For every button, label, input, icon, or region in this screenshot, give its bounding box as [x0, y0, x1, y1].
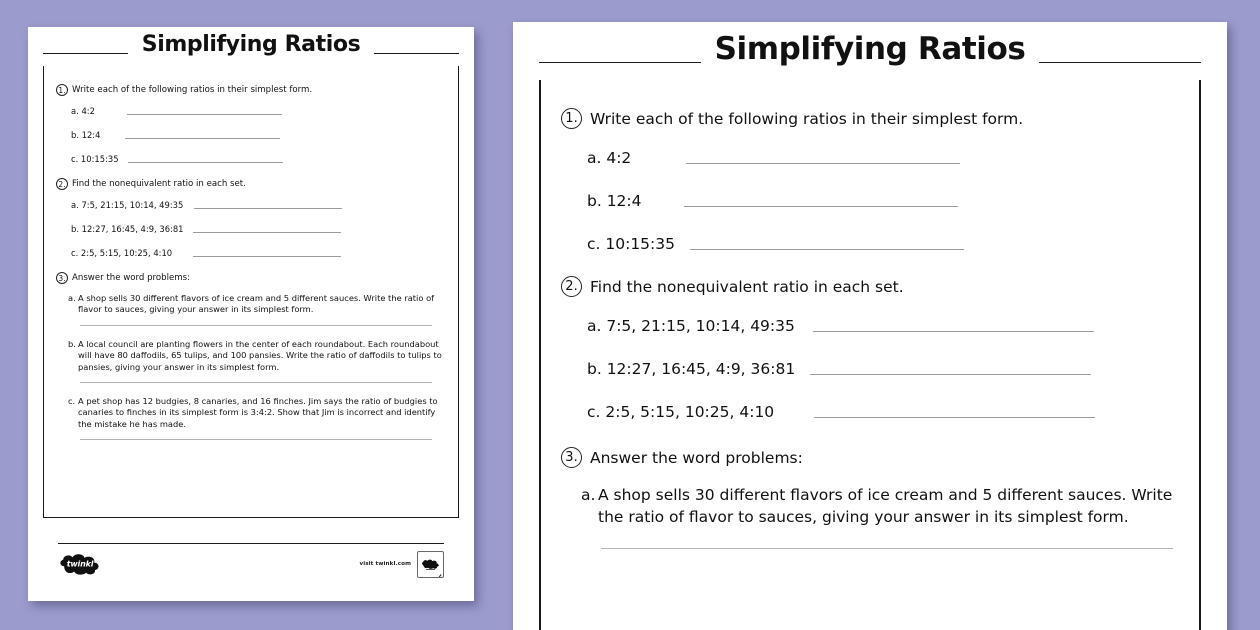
item-label: a. 4:2 — [71, 106, 95, 116]
question-1-head — [561, 110, 1177, 129]
badge-tick-icon — [433, 568, 442, 577]
item-label: a. 7:5, 21:15, 10:14, 49:35 — [587, 317, 795, 335]
question-number-badge: 2. — [561, 276, 582, 297]
item-label: c. 2:5, 5:15, 10:25, 4:10 — [587, 403, 775, 421]
list-item — [71, 130, 446, 140]
list-item — [71, 224, 446, 234]
answer-line[interactable] — [127, 114, 282, 115]
question-2-items — [561, 317, 1177, 421]
question-1 — [561, 110, 1177, 253]
answer-line[interactable] — [128, 162, 283, 163]
answer-line[interactable] — [80, 439, 432, 440]
title-rule-right — [374, 53, 459, 54]
question-number-badge: 3. — [561, 447, 582, 468]
list-item — [587, 360, 1177, 378]
answer-line[interactable] — [80, 382, 432, 383]
word-problem-letter: a. — [68, 293, 76, 303]
word-problem-text: A shop sells 30 different flavors of ice cream and 5 different sauces. Write the ratio of flavor to sauces, giving your answer in its simplest form. — [598, 486, 1173, 526]
list-item — [587, 235, 1177, 253]
item-label: a. 7:5, 21:15, 10:14, 49:35 — [71, 200, 184, 210]
answer-line[interactable] — [813, 331, 1094, 332]
item-label: b. 12:27, 16:45, 4:9, 36:81 — [71, 224, 184, 234]
answer-line[interactable] — [686, 163, 960, 164]
badge-cloud-icon — [421, 554, 440, 564]
word-problem-letter: c. — [68, 396, 76, 407]
worksheet-body-left — [43, 66, 459, 518]
question-3-head — [561, 449, 1177, 468]
visit-twinkl-link[interactable]: visit twinkl.com — [359, 561, 411, 567]
worksheet-card-right[interactable] — [513, 22, 1227, 630]
list-item — [587, 192, 1177, 210]
question-1-prompt: Write each of the following ratios in their simplest form. — [590, 110, 1024, 128]
question-number-badge: 1. — [561, 108, 582, 129]
worksheet-card-left[interactable] — [28, 27, 474, 601]
question-1-prompt: Write each of the following ratios in their simplest form. — [72, 85, 313, 95]
list-item — [71, 248, 446, 258]
list-item — [71, 106, 446, 116]
question-1-items — [56, 106, 446, 164]
worksheet-body-right — [539, 80, 1201, 630]
twinkl-logo-text: twinkl — [66, 559, 94, 568]
answer-line[interactable] — [810, 374, 1091, 375]
word-problem-letter: a. — [581, 486, 596, 504]
question-number-badge: 3. — [56, 272, 68, 284]
question-number-badge: 2. — [56, 178, 68, 190]
question-1-items — [561, 149, 1177, 253]
question-2-items — [56, 200, 446, 258]
item-label: b. 12:4 — [587, 192, 642, 210]
title-rule-right — [1039, 62, 1201, 63]
twinkl-logo-icon[interactable] — [58, 553, 102, 575]
footer-inner — [58, 551, 444, 577]
worksheet-sheet-left — [43, 31, 459, 601]
word-problem — [56, 293, 446, 316]
item-label: a. 4:2 — [587, 149, 632, 167]
question-3-prompt: Answer the word problems: — [72, 273, 191, 283]
answer-line[interactable] — [193, 256, 341, 257]
title-row-right — [539, 30, 1201, 80]
question-1-head — [56, 84, 446, 96]
question-3 — [56, 272, 446, 440]
answer-line[interactable] — [601, 548, 1173, 549]
twinkl-badge-icon[interactable] — [417, 551, 444, 578]
question-2-prompt: Find the nonequivalent ratio in each set. — [72, 179, 246, 189]
question-2 — [561, 278, 1177, 421]
item-label: c. 10:15:35 — [71, 154, 119, 164]
question-2-head — [56, 178, 446, 190]
list-item — [71, 154, 446, 164]
question-2 — [56, 178, 446, 258]
item-label: b. 12:4 — [71, 130, 101, 140]
word-problem — [56, 339, 446, 373]
worksheet-footer — [58, 543, 444, 601]
word-problem-text: A pet shop has 12 budgies, 8 canaries, and 16 finches. Jim says the ratio of budgies to canaries to finches in its simplest form is 3:4:2. Show that Jim is incorrect and identify the mistake he has made. — [78, 396, 438, 429]
question-3 — [561, 449, 1177, 549]
word-problem-letter: b. — [68, 338, 76, 349]
list-item — [71, 200, 446, 210]
item-label: b. 12:27, 16:45, 4:9, 36:81 — [587, 360, 796, 378]
title-rule-left — [43, 53, 128, 54]
word-problem-text: A local council are planting flowers in the center of each roundabout. Each roundabout will have 80 daffodils, 65 tulips, and 100 pansies. Write the ratio of daffodils to tulips to pansies, giving your answer in its simplest form. — [78, 338, 442, 372]
page-title: Simplifying Ratios — [714, 30, 1026, 67]
question-3-head — [56, 272, 446, 284]
answer-line[interactable] — [125, 138, 280, 139]
list-item — [587, 403, 1177, 421]
question-3-word-problems — [561, 484, 1177, 549]
worksheet-sheet-right — [539, 30, 1201, 630]
title-rule-left — [539, 62, 701, 63]
footer-right — [359, 551, 444, 578]
word-problem-text: A shop sells 30 different flavors of ice cream and 5 different sauces. Write the ratio of flavor to sauces, giving your answer in its simplest form. — [78, 293, 435, 315]
word-problem — [561, 484, 1177, 528]
item-label: c. 2:5, 5:15, 10:25, 4:10 — [71, 248, 173, 258]
question-2-head — [561, 278, 1177, 297]
list-item — [587, 317, 1177, 335]
answer-line[interactable] — [684, 206, 958, 207]
answer-line[interactable] — [194, 208, 342, 209]
title-row-left — [43, 31, 459, 66]
answer-line[interactable] — [814, 417, 1095, 418]
question-1 — [56, 84, 446, 164]
item-label: c. 10:15:35 — [587, 235, 675, 253]
question-3-prompt: Answer the word problems: — [590, 449, 803, 467]
page-title: Simplifying Ratios — [141, 31, 361, 57]
word-problem — [56, 396, 446, 430]
list-item — [587, 149, 1177, 167]
question-number-badge: 1. — [56, 84, 68, 96]
answer-line[interactable] — [80, 325, 432, 326]
answer-line[interactable] — [690, 249, 964, 250]
answer-line[interactable] — [193, 232, 341, 233]
question-2-prompt: Find the nonequivalent ratio in each set. — [590, 278, 904, 296]
worksheet-frame-right — [539, 30, 1201, 630]
worksheet-frame-left — [43, 31, 459, 518]
question-3-word-problems — [56, 293, 446, 440]
